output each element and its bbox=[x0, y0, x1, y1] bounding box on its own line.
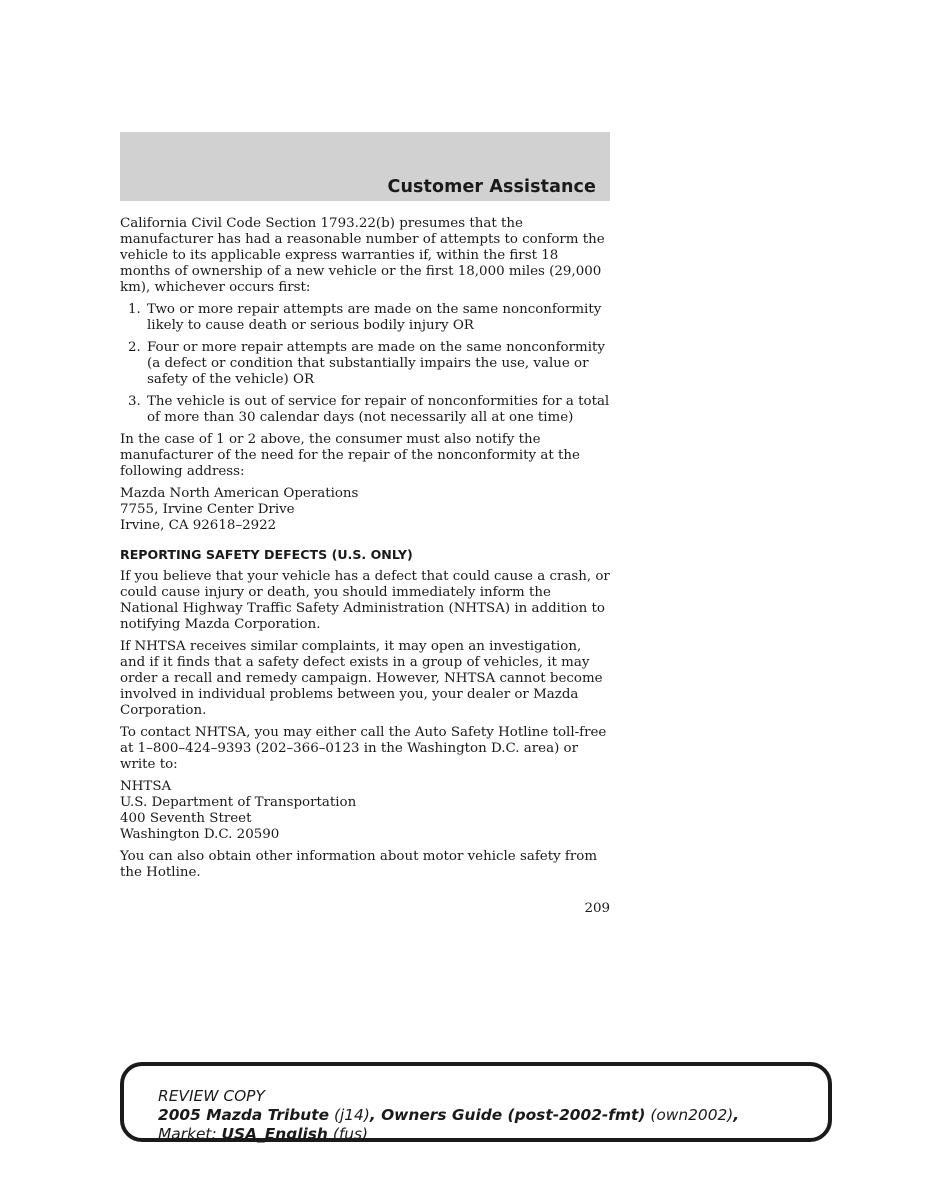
section-header-band bbox=[120, 132, 610, 201]
address-line: Washington D.C. 20590 bbox=[120, 827, 280, 842]
list-item-number: 2. bbox=[128, 340, 141, 355]
list-item bbox=[120, 302, 610, 334]
conditions-list bbox=[120, 302, 610, 426]
list-item-number: 3. bbox=[128, 394, 141, 409]
address-line: 400 Seventh Street bbox=[120, 811, 252, 826]
review-copy-text bbox=[158, 1087, 828, 1144]
address-line: 7755, Irvine Center Drive bbox=[120, 502, 295, 517]
review-guide-code: (own2002) bbox=[650, 1106, 734, 1124]
safety-paragraph-2: If NHTSA receives similar complaints, it may open an investigation, and if it finds that a safety defect exists in a group of vehicles, it may order a recall and remedy campaign. However, NHTSA cannot become involved in individual problems between you, your dealer or Mazda Corporation. bbox=[120, 639, 603, 718]
list-item bbox=[120, 394, 610, 426]
safety-heading: REPORTING SAFETY DEFECTS (U.S. ONLY) bbox=[120, 547, 413, 562]
safety-paragraph-3: To contact NHTSA, you may either call the Auto Safety Hotline toll-free at 1–800–424–9393 (202–366–0123 in the Washington D.C. area) or write to: bbox=[120, 725, 607, 772]
list-item-number: 1. bbox=[128, 302, 141, 317]
review-copy-market-line bbox=[158, 1125, 828, 1144]
list-item-text: The vehicle is out of service for repair of nonconformities for a total of more than 30 calendar days (not necessarily all at one time) bbox=[147, 394, 610, 425]
address-line: Irvine, CA 92618–2922 bbox=[120, 518, 277, 533]
page-number: 209 bbox=[584, 901, 610, 916]
address-line: Mazda North American Operations bbox=[120, 486, 359, 501]
nhtsa-address bbox=[120, 779, 610, 843]
list-item bbox=[120, 340, 610, 388]
section-title: Customer Assistance bbox=[387, 177, 596, 197]
safety-paragraph-4: You can also obtain other information about motor vehicle safety from the Hotline. bbox=[120, 849, 598, 880]
safety-paragraph-1: If you believe that your vehicle has a defect that could cause a crash, or could cause injury or death, you should immediately inform the National Highway Traffic Safety Administration (NHTSA) in addition to notifying Mazda Corporation. bbox=[120, 569, 610, 632]
review-copy-label: REVIEW COPY bbox=[158, 1087, 265, 1105]
review-market-label: Market: bbox=[158, 1125, 217, 1143]
intro-paragraph: California Civil Code Section 1793.22(b) presumes that the manufacturer has had a reasonable number of attempts to conform the vehicle to its applicable express warranties if, within the first 18 months of ownership of a new vehicle or the first 18,000 miles (29,000 km), whichever occurs first: bbox=[120, 216, 605, 295]
review-guide: Owners Guide (post-2002-fmt) bbox=[381, 1106, 646, 1124]
review-model-code: (j14) bbox=[333, 1106, 370, 1124]
review-market: USA_English bbox=[221, 1125, 328, 1143]
review-market-code: (fus) bbox=[332, 1125, 369, 1143]
list-item-text: Two or more repair attempts are made on the same nonconformity likely to cause death or serious bodily injury OR bbox=[147, 302, 602, 333]
list-item-text: Four or more repair attempts are made on the same nonconformity (a defect or condition that substantially impairs the use, value or safety of the vehicle) OR bbox=[147, 340, 605, 387]
mazda-address bbox=[120, 486, 610, 534]
review-copy-guide-line: 2005 Mazda Tribute (j14), Owners Guide (post-2002-fmt) (own2002), bbox=[158, 1106, 740, 1124]
page-content bbox=[120, 216, 610, 887]
address-line: U.S. Department of Transportation bbox=[120, 795, 357, 810]
notify-paragraph: In the case of 1 or 2 above, the consumer must also notify the manufacturer of the need for the repair of the nonconformity at the following address: bbox=[120, 432, 580, 479]
review-model: 2005 Mazda Tribute bbox=[158, 1106, 330, 1124]
address-line: NHTSA bbox=[120, 779, 172, 794]
